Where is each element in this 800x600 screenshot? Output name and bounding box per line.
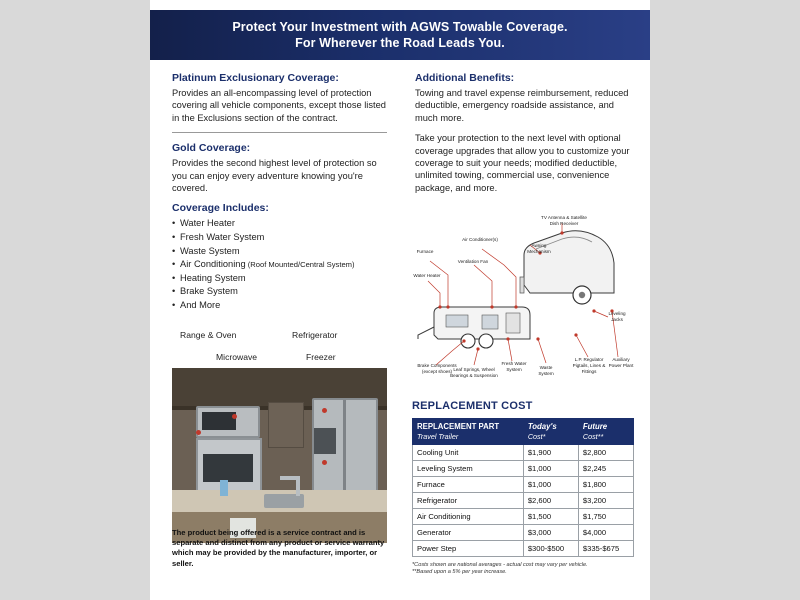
table-header [413, 419, 634, 445]
photo-label-row-2 [172, 352, 387, 368]
rv-label-water-heater: Water Heater [413, 273, 441, 278]
list-item [172, 217, 387, 231]
coverage-label: Fresh Water System [180, 232, 265, 243]
photo-sink [264, 494, 304, 508]
rv-label-fresh-water-system: Fresh Water System [501, 361, 527, 372]
rv-label-furnace: Furnace [416, 249, 434, 254]
table-header-row [413, 419, 634, 445]
photo-callout-dot-microwave [232, 414, 237, 419]
label-refrigerator: Refrigerator [292, 330, 338, 340]
col-replacement-part [413, 419, 524, 445]
list-item [172, 245, 387, 259]
upgrade-body: Take your protection to the next level with optional coverage upgrades that allow you to customize your coverage to suit your needs; modified deductible, unlimited towing, commercial use, convenience package, and more. [415, 133, 630, 193]
cell-future: $3,200 [578, 493, 633, 509]
table-body [413, 445, 634, 557]
list-item [172, 231, 387, 245]
footnote-1: *Costs shown are national averages - actual cost may vary per vehicle. [412, 562, 588, 568]
cell-part: Refrigerator [413, 493, 524, 509]
cell-future: $2,245 [578, 461, 633, 477]
cell-part: Power Step [413, 541, 524, 557]
cell-future: $2,800 [578, 445, 633, 461]
rv-label-waste-system: Waste System [538, 365, 554, 376]
photo-faucet [296, 476, 300, 496]
cell-today: $300-$500 [523, 541, 578, 557]
photo-callout-dot-oven [196, 430, 201, 435]
cell-today: $2,600 [523, 493, 578, 509]
right-column [415, 72, 633, 202]
disclaimer-text: The product being offered is a service contract and is separate and distinct from any product or service warranty which may be provided by the manufacturer, importer, or seller. [172, 528, 385, 568]
cell-part: Furnace [413, 477, 524, 493]
kitchen-photo-block [172, 330, 387, 543]
platinum-heading: Platinum Exclusionary Coverage: [172, 72, 339, 84]
table-footnotes [412, 562, 634, 577]
cell-future: $335-$675 [578, 541, 633, 557]
gold-heading: Gold Coverage: [172, 142, 251, 155]
list-item [172, 272, 387, 286]
rv-diagram [412, 215, 634, 385]
divider [172, 132, 387, 133]
coverage-note: (Roof Mounted/Central System) [245, 260, 355, 270]
table-row [413, 493, 634, 509]
rv-label-lp-regulator: L.P. Regulator Pigtails, Lines & Fittings [572, 357, 606, 374]
label-range-oven: Range & Oven [180, 330, 237, 340]
cell-part: Cooling Unit [413, 445, 524, 461]
rv-label-brake-components: Brake Components (except shoes) [417, 363, 457, 374]
label-microwave: Microwave [216, 352, 258, 362]
coverage-includes-heading: Coverage Includes: [172, 202, 269, 215]
photo-callout-dot-refrigerator [322, 460, 327, 465]
coverage-list [172, 217, 387, 312]
col-replacement-part-sub: Travel Trailer [417, 431, 459, 441]
replacement-cost-table [412, 418, 634, 557]
rv-label-air-conditioners: Air Conditioner(s) [462, 237, 498, 242]
left-column [172, 72, 387, 313]
list-item [172, 258, 387, 272]
label-freezer: Freezer [306, 352, 336, 362]
platinum-body: Provides an all-encompassing level of protection covering all vehicle components, except those listed in the Exclusions section of the contract. [172, 88, 386, 123]
rv-label-awning-mechanism: Awning Mechanism [527, 243, 551, 254]
cell-today: $1,900 [523, 445, 578, 461]
coverage-label: Air Conditioning [180, 259, 246, 270]
cell-part: Leveling System [413, 461, 524, 477]
footnote-2: **Based upon a 5% per year increase. [412, 569, 507, 576]
table-row [413, 445, 634, 461]
additional-benefits-body: Towing and travel expense reimbursement, reduced deductible, emergency roadside assistance, and much more. [415, 88, 629, 123]
cell-today: $3,000 [523, 525, 578, 541]
col-todays-cost [523, 419, 578, 445]
cell-future: $1,750 [578, 509, 633, 525]
rv-label-auxiliary-power-plant: Auxiliary Power Plant [608, 357, 634, 368]
gold-body: Provides the second highest level of protection so you can enjoy every adventure knowing you're covered. [172, 158, 377, 194]
col-future-cost [578, 419, 633, 445]
table-row [413, 461, 634, 477]
headline-banner [150, 10, 650, 60]
cell-future: $1,800 [578, 477, 633, 493]
col-todays-cost-sub: Cost* [527, 431, 546, 441]
headline-line-1: Protect Your Investment with AGWS Towable Coverage. [232, 20, 568, 34]
col-replacement-part-main: REPLACEMENT PART [417, 422, 500, 431]
coverage-label: And More [180, 300, 221, 310]
cell-today: $1,000 [523, 477, 578, 493]
col-future-cost-sub: Cost** [582, 431, 604, 441]
coverage-label: Waste System [180, 245, 240, 256]
cell-today: $1,500 [523, 509, 578, 525]
headline-line-2: For Wherever the Road Leads You. [295, 36, 505, 50]
table-row [413, 509, 634, 525]
col-future-cost-main: Future [582, 422, 608, 431]
photo-window [268, 402, 304, 448]
additional-benefits-heading: Additional Benefits: [415, 72, 515, 84]
cell-future: $4,000 [578, 525, 633, 541]
coverage-label: Heating System [180, 272, 246, 283]
list-item [172, 299, 387, 313]
list-item [172, 285, 387, 299]
replacement-cost-title: REPLACEMENT COST [412, 400, 533, 412]
photo-bottle [220, 480, 228, 496]
cell-today: $1,000 [523, 461, 578, 477]
rv-label-leaf-springs: Leaf Springs, Wheel Bearings & Suspension [450, 367, 498, 378]
brochure-page [150, 0, 650, 600]
table-row [413, 541, 634, 557]
cell-part: Generator [413, 525, 524, 541]
photo-range-oven [196, 438, 262, 494]
photo-microwave [196, 406, 260, 438]
photo-fridge-dispenser [314, 428, 336, 454]
col-todays-cost-main: Today's [527, 422, 557, 431]
table-row [413, 477, 634, 493]
photo-label-row-1 [172, 330, 387, 352]
kitchen-photo [172, 368, 387, 543]
cell-part: Air Conditioning [413, 509, 524, 525]
rv-label-leveling-jacks: Leveling Jacks [608, 311, 626, 322]
coverage-label: Brake System [180, 286, 238, 297]
photo-callout-dot-freezer [322, 408, 327, 413]
coverage-label: Water Heater [180, 218, 235, 229]
rv-label-ventilation-fan: Ventilation Fan [457, 259, 489, 264]
rv-label-tv-antenna: TV Antenna & Satellite Dish Receiver [541, 215, 587, 226]
table-row [413, 525, 634, 541]
